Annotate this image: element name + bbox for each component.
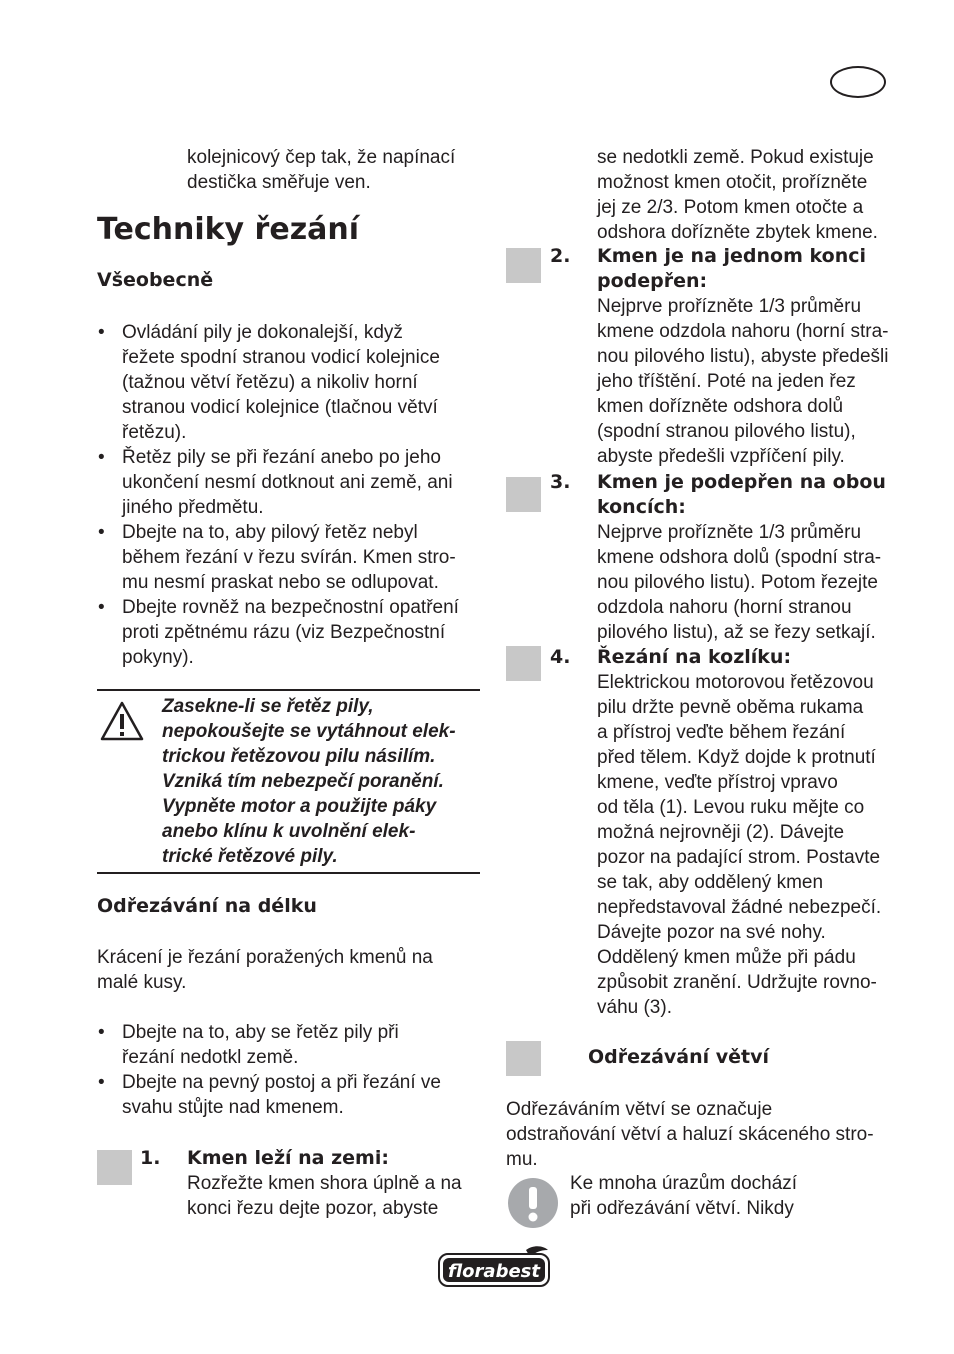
list-item: • Dbejte rovněž na bezpečnostní opatření proti zpětnému rázu (viz Bezpečnostní pokyny). <box>122 595 459 670</box>
list-item: • Dbejte na to, aby se řetěz pily při řezání nedotkl země. <box>122 1020 441 1070</box>
step-number: 4. <box>550 646 571 668</box>
figure-placeholder-step4 <box>506 646 541 681</box>
figure-placeholder-step2 <box>506 248 541 283</box>
list-item: • Dbejte na to, aby pilový řetěz nebyl během řezání v řezu svírán. Kmen stro- mu nesmí praskat nebo se odlupovat. <box>122 520 459 595</box>
section-heading-limbing: Odřezávání větví <box>588 1046 770 1068</box>
intro-text: kolejnicový čep tak, že napínací destička směřuje ven. <box>187 147 456 193</box>
language-badge <box>830 66 886 98</box>
florabest-logo <box>436 1244 552 1295</box>
section-heading-general: Všeobecně <box>97 269 214 291</box>
figure-placeholder-limbing <box>506 1041 541 1076</box>
step-number: 1. <box>140 1147 161 1169</box>
step1-continued-text: se nedotkli země. Pokud existuje možnost kmen otočit, prořízněte jej ze 2/3. Potom kmen otočte a odshora dořízněte zbytek kmene. <box>597 147 878 243</box>
warning-triangle-icon <box>99 700 145 747</box>
svg-text:florabest: florabest <box>448 1261 540 1282</box>
crosscut-paragraph: Krácení je řezání poražených kmenů na malé kusy. <box>97 947 433 993</box>
step4-text: Řezání na kozlíku: Elektrickou motorovou řetězovou pilu držte pevně oběma rukama a přístroj veďte během řezání před tělem. Když dojde k protnutí kmene, veďte přístroj vpravo od těla (1). Levou ruku mějte co možná nejrovněji (2). Dávejte pozor na padající strom. Postavte se tak, aby oddělený kmen nepředstavoval žádné nebezpečí. Dávejte pozor na své nohy. Oddělený kmen může při pádu způsobit zranění. Udržujte rovno- váhu (3). <box>597 646 882 1018</box>
general-bullet-list <box>122 320 459 670</box>
limbing-paragraph: Odřezáváním větví se označuje odstraňování větví a haluzí skáceného stro- mu. <box>506 1099 874 1170</box>
step3-text: Kmen je podepřen na obou koncích: Nejprve prořízněte 1/3 průměru kmene odshora dolů (spodní stra- nou pilového listu). Potom řezejte odzdola nahoru (horní stranou pilového listu), až se řezy setkají. <box>597 471 886 643</box>
step1-text: Kmen leží na zemi: Rozřežte kmen shora úplně a na konci řezu dejte pozor, abyste <box>187 1147 462 1219</box>
list-item: • Ovládání pily je dokonalejší, když řežete spodní stranou vodicí kolejnice (tažnou větví řetězu) a nikoliv horní stranou vodicí kolejnice (tlačnou větví řetězu). <box>122 320 459 445</box>
step2-text: Kmen je na jednom konci podepřen: Nejprve prořízněte 1/3 průměru kmene odzdola nahoru (horní stra- nou pilového listu), abyste předešli jeho tříštění. Poté na jeden řez kmen dořízněte odshora dolů (spodní stranou pilového listu), abyste předešli vzpříčení pily. <box>597 245 889 467</box>
step-number: 2. <box>550 245 571 267</box>
step-number: 3. <box>550 471 571 493</box>
list-item: • Dbejte na pevný postoj a při řezání ve svahu stůjte nad kmenem. <box>122 1070 441 1120</box>
figure-placeholder-step1 <box>97 1150 132 1185</box>
warning-bottom-rule <box>97 872 480 874</box>
crosscut-bullet-list <box>122 1020 441 1120</box>
warning-top-rule <box>97 689 480 691</box>
exclamation-circle-icon <box>507 1177 559 1234</box>
figure-placeholder-step3 <box>506 477 541 512</box>
page-title: Techniky řezání <box>97 212 360 247</box>
section-heading-crosscut: Odřezávání na délku <box>97 895 317 917</box>
warning-text: Zasekne-li se řetěz pily, nepokoušejte se vytáhnout elek- trickou řetězovou pilu násilím. Vzniká tím nebezpečí poranění. Vypněte motor a použijte páky anebo klínu k uvolnění elek- trické řetězové pily. <box>162 696 456 867</box>
list-item: • Řetěz pily se při řezání anebo po jeho ukončení nesmí dotknout ani země, ani jiného předmětu. <box>122 445 459 520</box>
limbing-note: Ke mnoha úrazům dochází při odřezávání větví. Nikdy <box>570 1173 798 1219</box>
